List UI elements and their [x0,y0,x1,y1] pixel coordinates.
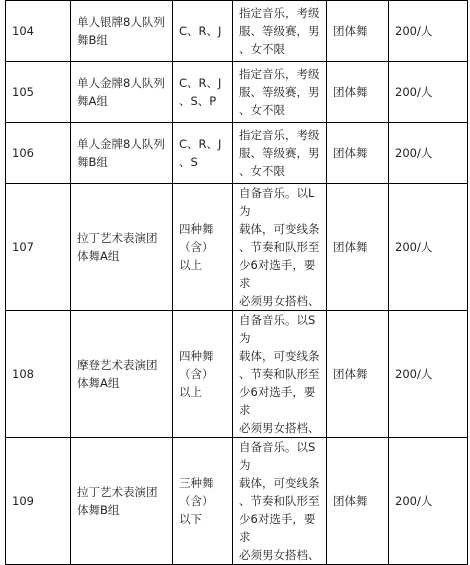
dances: 四种舞 （含） 以上 [173,311,233,438]
row-number: 106 [6,123,71,184]
event-type: 团体舞 [327,1,389,62]
event-type: 团体舞 [327,438,389,565]
table-row [6,1,468,62]
event-name: 拉丁艺术表演团 体舞A组 [71,184,173,311]
table-row [6,123,468,184]
table-row [6,62,468,123]
notes: 指定音乐，考级 服、等级赛，男 、女不限 [233,1,327,62]
fee: 200/人 [389,62,468,123]
fee: 200/人 [389,184,468,311]
dances: C、R、J 、S、P [173,62,233,123]
notes: 指定音乐，考级 服、等级赛，男 、女不限 [233,62,327,123]
fee: 200/人 [389,311,468,438]
event-table [5,0,468,565]
dances: C、R、J 、S [173,123,233,184]
notes: 自备音乐。以S为 载体，可变线条 、节奏和队形至 少6对选手，要求 必须男女搭档、 [233,438,327,565]
notes: 自备音乐。以S为 载体，可变线条 、节奏和队形至 少6对选手，要求 必须男女搭档、 [233,311,327,438]
event-name: 单人金牌8人队列 舞B组 [71,123,173,184]
row-number: 109 [6,438,71,565]
table-row [6,311,468,438]
fee: 200/人 [389,438,468,565]
table-row [6,438,468,565]
table-body [6,1,468,565]
row-number: 108 [6,311,71,438]
dances: C、R、J [173,1,233,62]
notes: 自备音乐。以L为 载体，可变线条 、节奏和队形至 少6对选手，要求 必须男女搭档、 [233,184,327,311]
fee: 200/人 [389,123,468,184]
table-row [6,184,468,311]
dances: 三种舞 （含） 以下 [173,438,233,565]
event-name: 摩登艺术表演团 体舞A组 [71,311,173,438]
event-type: 团体舞 [327,62,389,123]
row-number: 105 [6,62,71,123]
event-type: 团体舞 [327,311,389,438]
event-name: 拉丁艺术表演团 体舞B组 [71,438,173,565]
event-name: 单人金牌8人队列 舞A组 [71,62,173,123]
event-type: 团体舞 [327,184,389,311]
row-number: 107 [6,184,71,311]
notes: 指定音乐，考级 服、等级赛，男 、女不限 [233,123,327,184]
row-number: 104 [6,1,71,62]
fee: 200/人 [389,1,468,62]
event-name: 单人银牌8人队列 舞B组 [71,1,173,62]
event-type: 团体舞 [327,123,389,184]
dances: 四种舞 （含） 以上 [173,184,233,311]
